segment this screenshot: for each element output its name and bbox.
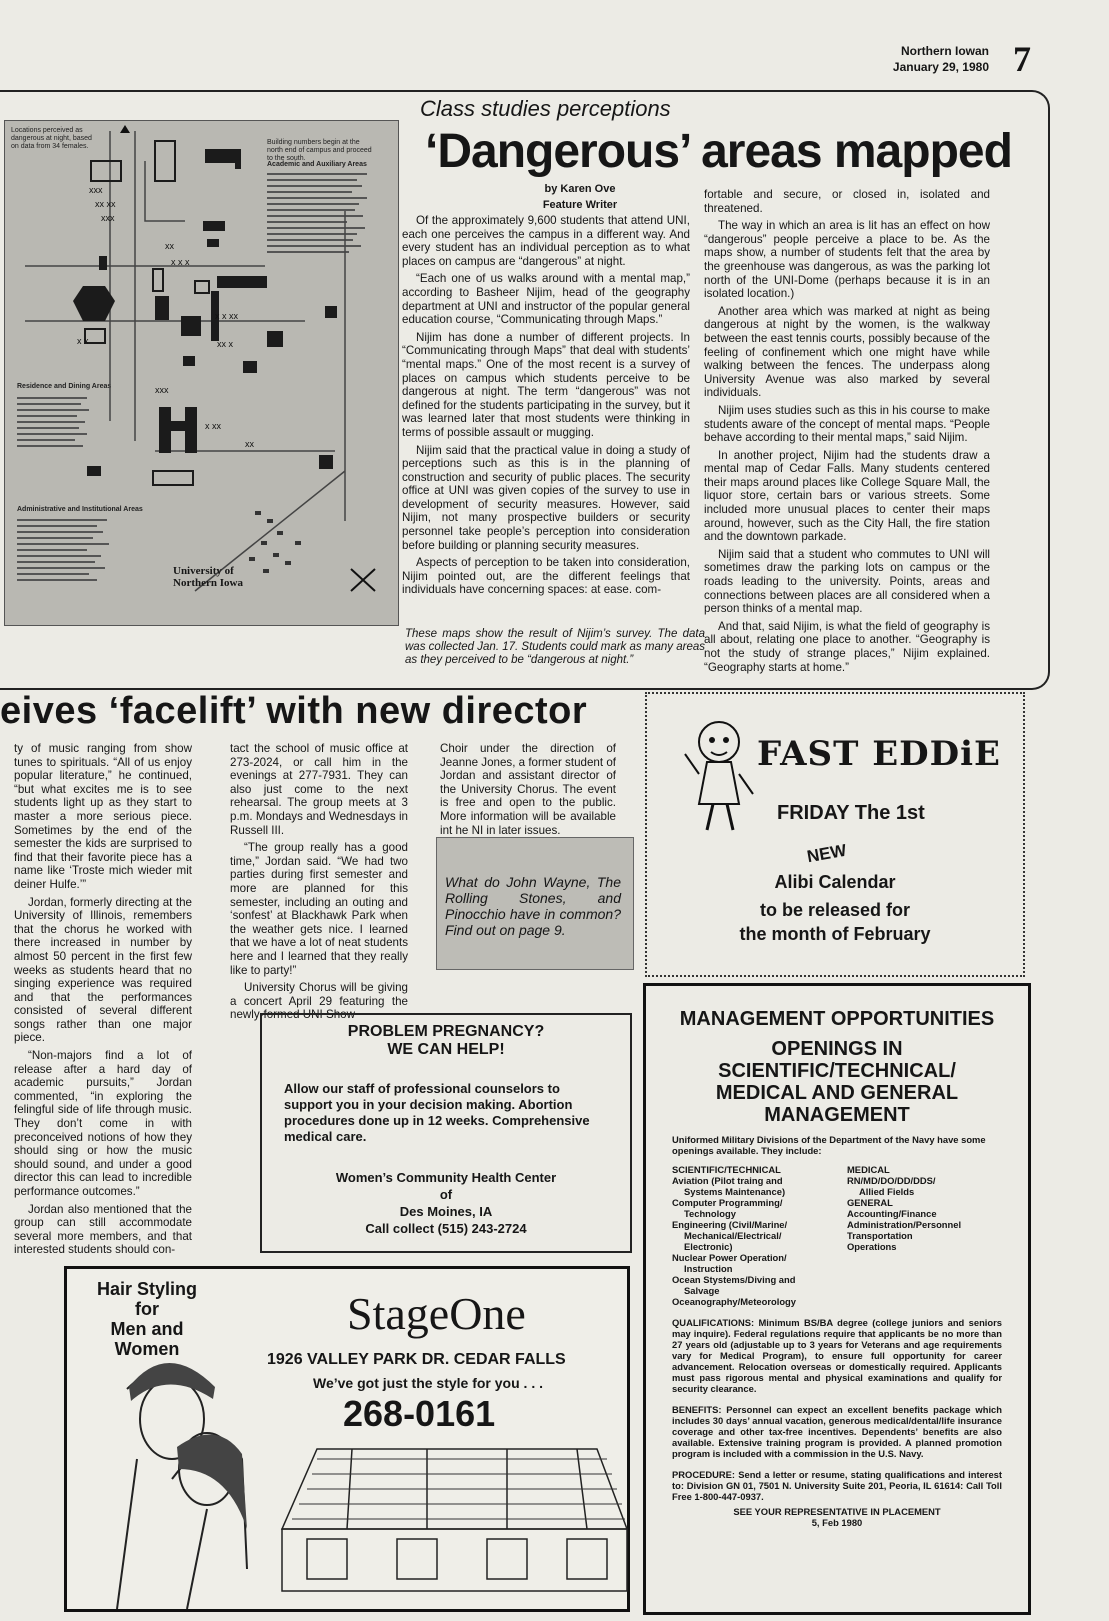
preg-city: Des Moines, IA	[399, 1204, 493, 1219]
stage-phone: 268-0161	[343, 1393, 496, 1434]
preg-heading2: WE CAN HELP!	[387, 1041, 505, 1058]
second-column-2	[230, 742, 408, 1026]
mgmt-item: Accounting/Finance	[847, 1208, 937, 1219]
mgmt-title: MANAGEMENT OPPORTUNITIES	[679, 1008, 995, 1030]
mgmt-item: Computer Programming/	[672, 1197, 783, 1208]
mgmt-item: Technology	[684, 1208, 736, 1219]
map-title-line1: University of	[173, 565, 234, 577]
paragraph: Jordan, formerly directing at the University of Illinois, remembers that the chorus he worked with there increased in number by almost 50 percent in the first few weeks as students heard that no singing experience was required and that the performances consisted of several different songs rather than one major piece.	[14, 895, 192, 1045]
paragraph: Nijim has done a number of different projects. In “Communicating through Maps” that deal with students’ “mental maps.” One of the most recent is a survey of places on campus which students perceive to be dangerous at night. The term “dangerous” was not defined for the students participating in the survey, but it was learned later that most students were thinking in terms of possible assault or mugging.	[402, 330, 690, 439]
story-headline: ‘Dangerous’ areas mapped	[425, 125, 1012, 178]
byline-role: Feature Writer	[542, 199, 618, 211]
mgmt-subtitle3: MANAGEMENT	[764, 1104, 910, 1126]
mgmt-benefits: BENEFITS: Personnel can expect an excellent benefits package which includes 30 days’ annual vacation, generous medical/dental/life insurance coverage and other tax-free incentives. Dependents’ benefits are also available. Extensive training program is provided. A planned promotion program is included with a commission in the U.S. Navy.	[672, 1404, 1002, 1459]
mgmt-item: Administration/Personnel	[847, 1219, 962, 1230]
stage-brand: StageOne	[347, 1288, 526, 1339]
danger-marks: x x xx	[215, 311, 239, 321]
paragraph: fortable and secure, or closed in, isolated and threatened.	[704, 188, 990, 215]
second-headline: eives ‘facelift’ with new director	[0, 690, 588, 732]
mgmt-item: Instruction	[684, 1263, 733, 1274]
stage-address: 1926 VALLEY PARK DR. CEDAR FALLS	[267, 1351, 566, 1368]
paragraph: And that, said Nijim, is what the field of geography is all about, relating one place to another. “Geography is not the study of strange places,” Nijim explained. “Geography starts at home.”	[704, 619, 990, 674]
second-column-1	[14, 742, 192, 1261]
map-legend-admin: Administrative and Institutional Areas	[17, 506, 143, 513]
danger-marks: xx xx	[95, 199, 116, 209]
mgmt-item: Aviation (Pilot traing and	[672, 1175, 783, 1186]
mgmt-item: RN/MD/DO/DD/DDS/	[847, 1175, 936, 1186]
paragraph: Another area which was marked at night as being dangerous at night by the women, is the walkway between the east tennis courts, possibly because of the feeling of confinement which one might have while walking between the fences. The underpass along University Avenue was also marked by several individuals.	[704, 304, 990, 400]
mgmt-right-head: MEDICAL	[847, 1164, 890, 1175]
danger-marks: xxx	[101, 213, 115, 223]
danger-marks: xxx	[155, 385, 169, 395]
map-legend-top-right: Building numbers begin at the north end of campus and proceed to the south.	[267, 139, 372, 162]
danger-marks: xxx	[89, 185, 103, 195]
mgmt-footer1: SEE YOUR REPRESENTATIVE IN PLACEMENT	[733, 1506, 941, 1517]
mgmt-left-head: SCIENTIFIC/TECHNICAL	[672, 1164, 781, 1175]
paragraph: Jordan also mentioned that the group can still accommodate several more members, and that interested students should con-	[14, 1202, 192, 1257]
danger-marks: xx x	[217, 339, 234, 349]
mgmt-item: Systems Maintenance)	[684, 1186, 786, 1197]
preg-body: Allow our staff of professional counselors to support you in your decision making. Abortion procedures done up in 12 weeks. Comprehensive medical care.	[284, 1081, 590, 1144]
paragraph: The way in which an area is lit has an effect on how “dangerous” people perceive a place to be. As the maps show, a number of students felt that the area by the greenhouse was dangerous, as was the parking lot north of the UNI-Dome (perhaps because it is in an isolated location.)	[704, 219, 990, 301]
campus-map	[4, 120, 399, 626]
stage-tagline3: Men and Women	[110, 1319, 184, 1359]
mgmt-subtitle2: MEDICAL AND GENERAL	[715, 1082, 959, 1104]
paragraph: “The group really has a good time,” Jordan said. “We had two parties during first semester and more are planned for this semester, including an outing and ‘sonfest’ at Blackhawk Park when the weather gets nice. I learned that we have a lot of neat students here and I learned that they really like to party!”	[230, 841, 408, 977]
mgmt-qualifications: QUALIFICATIONS: Minimum BS/BA degree (college juniors and seniors may inquire). Federal regulations require that applicants be no more than 27 years old (adjustable up to 3 years for Veterans and age requirements vary for Medical Program), to ensure full opportunity for career advancement. Relocation overseas or domestically required. Applicants must pass rigorous mental and physical examinations and qualify for security clearance.	[672, 1317, 1002, 1394]
stage-slogan: We’ve got just the style for you . . .	[313, 1375, 544, 1391]
paragraph: Choir under the direction of Jeanne Jones, a former student of Jordan and assistant director of the University Chorus. The event is free and open to the public. More information will be available int he NI in later issues.	[440, 742, 616, 837]
paragraph: “Non-majors find a lot of release after a hard day of academic pursuits,” Jordan commented, “in exploring the felingful side of life through music. They don’t come in with preconceived notions of how they should sing or how the music should sound, and under a good director this can lead to incredible performance outcomes.”	[14, 1049, 192, 1198]
eddie-new-tag: NEW	[805, 840, 848, 867]
preg-heading1: PROBLEM PREGNANCY?	[347, 1023, 545, 1040]
eddie-brand: FAST EDDiE	[757, 734, 1001, 774]
mgmt-subtitle1: OPENINGS IN SCIENTIFIC/TECHNICAL/	[718, 1038, 956, 1082]
story-kicker: Class studies perceptions	[420, 96, 671, 121]
mgmt-item: Ocean Stystems/Diving and	[672, 1274, 796, 1285]
issue-date: January 29, 1980	[892, 60, 989, 74]
mgmt-item: Transportation	[847, 1230, 913, 1241]
map-drawing	[5, 121, 399, 626]
mgmt-item: Salvage	[684, 1285, 720, 1296]
cartoon-man-icon	[677, 714, 767, 834]
paragraph: In another project, Nijim had the students draw a mental map of Cedar Falls. Many students centered their maps around places like College Square Mall, the liquor store, certain bars or various streets. Some included more unusual places to center their maps around, however, such as the City Hall, the fire station and the downtown parkade.	[704, 448, 990, 544]
stage-one-ad	[64, 1266, 630, 1612]
preg-contact	[262, 1169, 630, 1237]
map-legend-residence: Residence and Dining Areas	[17, 383, 112, 390]
map-caption: These maps show the result of Nijim’s survey. The data was collected Jan. 17. Students could mark as many areas as they perceived to be “dangerous at night.”	[405, 628, 705, 666]
stage-tagline2: for	[135, 1299, 159, 1319]
paragraph: Nijim said that the practical value in doing a study of perceptions such as this is in the planning of construction and security of public places. The security office at UNI was given copies of the survey to use in development of security measures. However, said Nijim, not many prospective builders or security personnel take people’s perception into consideration before building or planning security measures.	[402, 443, 690, 552]
paragraph: tact the school of music office at 273-2024, or call him in the evenings at 277-7931. They can also just come to the next rehearsal. The group meets at 3 p.m. Mondays and Wednesdays in Russell III.	[230, 742, 408, 837]
management-ad	[643, 983, 1031, 1615]
page-number: 7	[1013, 39, 1031, 79]
mgmt-item: Engineering (Civil/Marine/	[672, 1219, 788, 1230]
mgmt-general-head: GENERAL	[847, 1197, 893, 1208]
byline: by Karen Ove	[544, 183, 616, 195]
stage-tagline1: Hair Styling	[96, 1279, 198, 1299]
mgmt-right-col	[847, 1164, 961, 1307]
mgmt-item: Electronic)	[684, 1241, 733, 1252]
map-title-line2: Northern Iowa	[173, 577, 243, 589]
paragraph: ty of music ranging from show tunes to spirituals. “All of us enjoy popular literature,” he continued, “but what excites me is to see students light up as they start to master a more serious piece. Sometimes by the end of the semester the kids are surprised to find that their favorite piece has a name like ‘Troste mich wieder mit deiner Hulfe.’”	[14, 742, 192, 891]
eddie-friday: FRIDAY The 1st	[777, 802, 925, 824]
mgmt-intro: Uniformed Military Divisions of the Department of the Navy have some openings available. They include:	[672, 1134, 986, 1156]
map-title	[173, 565, 243, 589]
paragraph: “Each one of us walks around with a mental map,” according to Basheer Nijim, head of the geography department at UNI and instructor of the popular general education course, “Communicating through Maps.”	[402, 272, 690, 327]
eddie-line2: to be released for	[759, 900, 911, 920]
stage-illustration	[67, 1269, 633, 1615]
eddie-line1: Alibi Calendar	[774, 872, 896, 892]
mgmt-left-col	[672, 1164, 847, 1307]
pregnancy-ad	[260, 1013, 632, 1253]
danger-marks: x xx	[205, 421, 222, 431]
story-column-1	[402, 214, 690, 601]
mgmt-item: Nuclear Power Operation/	[672, 1252, 787, 1263]
mgmt-procedure: PROCEDURE: Send a letter or resume, stating qualifications and interest to: Division GN 01, 7501 N. University Suite 201, Peoria, IL 61614: Call Toll Free 1-800-447-0937.	[672, 1469, 1002, 1502]
paper-name: Northern Iowan	[900, 44, 989, 58]
second-column-3	[440, 742, 616, 841]
paragraph: Nijim said that a student who commutes to UNI will sometimes draw the parking lots on campus or the roads leading to the university. Points, areas and connections between places are all considered when a person thinks of a mental map.	[704, 547, 990, 616]
mgmt-footer2: 5, Feb 1980	[811, 1517, 863, 1528]
mgmt-item: Oceanography/Meteorology	[672, 1296, 796, 1307]
mgmt-item: Operations	[847, 1241, 897, 1252]
story-column-2	[704, 188, 990, 678]
danger-marks: x x x	[171, 257, 190, 267]
mgmt-item: Allied Fields	[859, 1186, 915, 1197]
paragraph: Aspects of perception to be taken into consideration, Nijim pointed out, are the different feelings that individuals have concerning spaces: at ease. com-	[402, 556, 690, 597]
fast-eddie-ad	[645, 692, 1025, 977]
paragraph: University Chorus will be giving a concert April 29 featuring the newly-formed UNI Show	[230, 981, 408, 1022]
paragraph: Of the approximately 9,600 students that attend UNI, each one perceives the campus in a different way. And every student has an individual perception as to what places on campus are “dangerous” at night.	[402, 214, 690, 268]
eddie-line3: the month of February	[739, 924, 931, 944]
preg-org: Women’s Community Health Center	[335, 1170, 557, 1185]
preg-of: of	[439, 1187, 453, 1202]
preg-phone: Call collect (515) 243-2724	[365, 1221, 527, 1236]
danger-marks: xx	[245, 439, 254, 449]
danger-marks: xx	[165, 241, 174, 251]
paragraph: Nijim uses studies such as this in his course to make students aware of the concept of mental maps. “People behave according to their mental maps,” said Nijim.	[704, 403, 990, 445]
mgmt-fields	[672, 1164, 1002, 1307]
map-legend-academic: Academic and Auxiliary Areas	[267, 161, 367, 168]
mgmt-item: Mechanical/Electrical/	[684, 1230, 782, 1241]
teaser-box: What do John Wayne, The Rolling Stones, and Pinocchio have in common? Find out on page 9.	[436, 837, 634, 970]
map-legend-top-left: Locations perceived as dangerous at night, based on data from 34 females.	[11, 127, 92, 150]
danger-marks: x x	[77, 336, 89, 346]
